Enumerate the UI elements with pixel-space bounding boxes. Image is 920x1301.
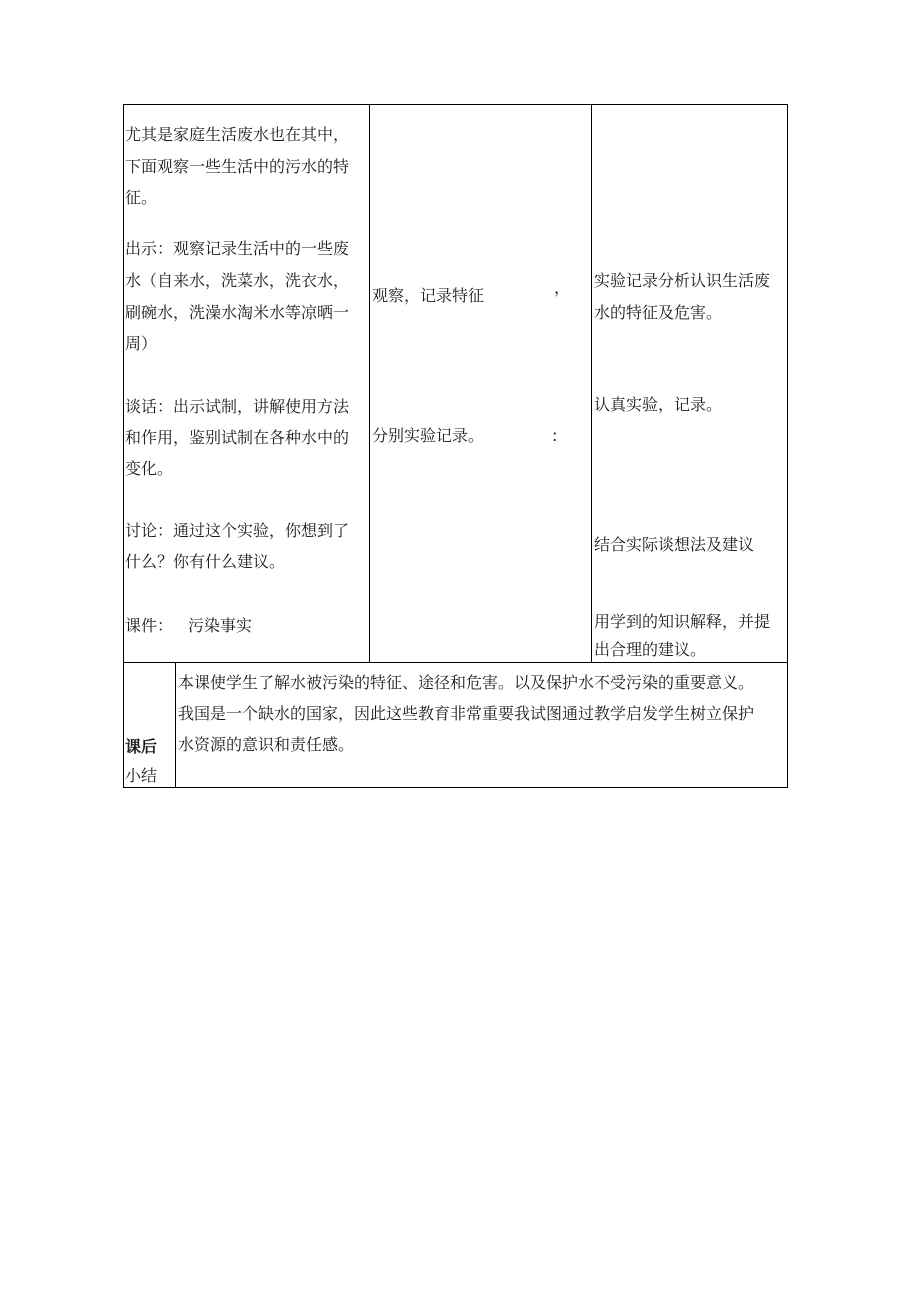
discuss-line-2: 什么？你有什么建议。 — [125, 552, 286, 571]
summary-line-1: 本课使学生了解水被污染的特征、途径和危害。以及保护水不受污染的重要意义。 — [178, 673, 755, 692]
column-divider-1 — [369, 105, 370, 663]
discuss-line-1: 讨论：通过这个实验，你想到了 — [125, 521, 350, 540]
experiment-text: 分别实验记录。 — [372, 426, 485, 445]
careful-text: 认真实验，记录。 — [594, 395, 723, 414]
summary-divider — [175, 663, 176, 787]
intro-line-2: 下面观察一些生活中的污水的特 — [125, 157, 350, 176]
analysis-line-2: 水的特征及危害。 — [594, 303, 723, 322]
lesson-table — [123, 104, 788, 788]
courseware-label: 课件： — [125, 616, 174, 635]
courseware-text: 污染事实 — [188, 616, 253, 635]
summary-label-line-1: 课后 — [125, 737, 158, 756]
show-line-4: 周） — [125, 334, 158, 353]
show-line-2: 水（自来水，洗菜水，洗衣水， — [125, 271, 350, 290]
column-divider-2 — [591, 105, 592, 663]
talk-line-2: 和作用，鉴别试制在各种水中的 — [125, 428, 350, 447]
summary-line-3: 水资源的意识和责任感。 — [178, 735, 355, 754]
combine-text: 结合实际谈想法及建议 — [594, 535, 755, 554]
intro-line-3: 征。 — [125, 188, 158, 207]
talk-line-1: 谈话：出示试制，讲解使用方法 — [125, 397, 350, 416]
talk-line-3: 变化。 — [125, 459, 174, 478]
analysis-line-1: 实验记录分析认识生活废 — [594, 271, 771, 290]
show-line-1: 出示：观察记录生活中的一些废 — [125, 239, 350, 258]
explain-line-2: 出合理的建议。 — [594, 640, 707, 659]
summary-label-line-2: 小结 — [125, 766, 158, 785]
observe-text: 观察，记录特征 — [372, 286, 485, 305]
intro-line-1: 尤其是家庭生活废水也在其中， — [125, 125, 350, 144]
explain-line-1: 用学到的知识解释，并提 — [594, 612, 771, 631]
show-line-3: 刷碗水，洗澡水淘米水等凉晒一 — [125, 303, 350, 322]
summary-line-2: 我国是一个缺水的国家，因此这些教育非常重要我试图通过教学启发学生树立保护 — [178, 704, 755, 723]
observe-mark: ， — [554, 278, 571, 297]
experiment-mark: : — [552, 426, 558, 445]
